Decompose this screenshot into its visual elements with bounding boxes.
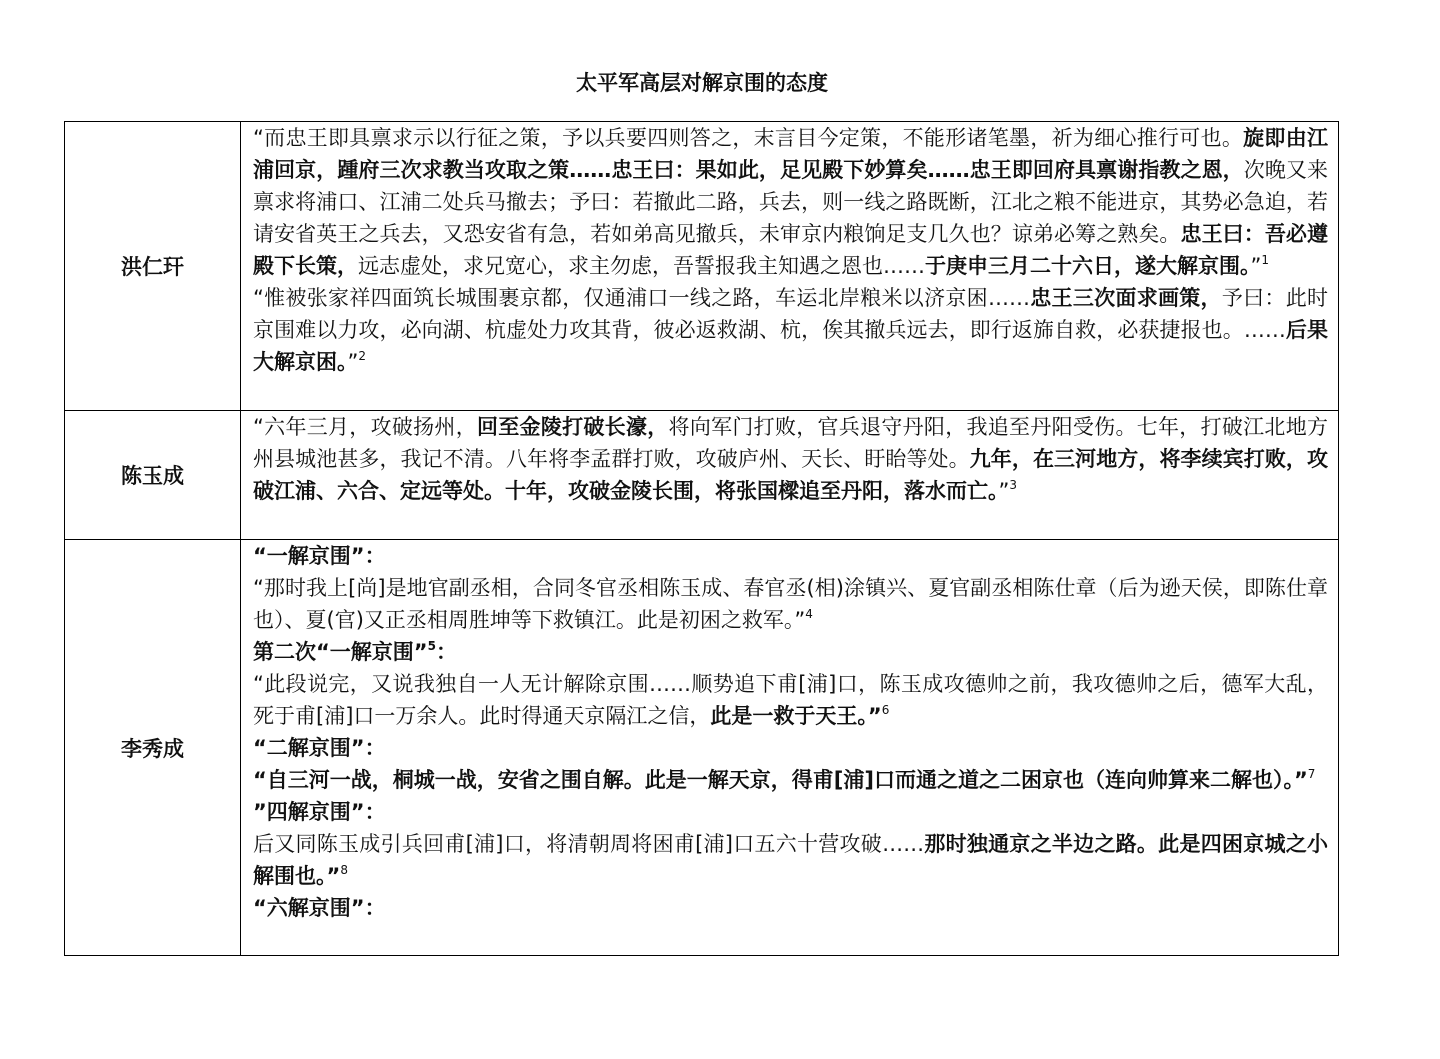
body-text: ”: [347, 350, 359, 374]
person-name: 洪仁玕: [65, 122, 241, 411]
bold-text: 后果大解京困。: [253, 318, 1329, 374]
body-text: 予曰：此时京围难以力攻，必向湖、杭虚处力攻其背，彼必返救湖、杭，俟其撤兵远去，即行返旆自救，必获捷报也。……: [253, 286, 1329, 342]
body-text: “而忠王即具禀求示以行征之策，予以兵要四则答之，末言目今定策，不能形诸笔墨，祈为细心推行可也。: [253, 126, 1244, 150]
bold-text: ：: [435, 640, 457, 664]
quote-cell: [241, 411, 1339, 540]
quote-paragraph: [253, 122, 1328, 282]
body-text: 将向军门打败，官兵退守丹阳，我追至丹阳受伤。七年，打破江北地方州县城池甚多，我记不清。八年将李孟群打败，攻破庐州、天长、盱眙等处。: [253, 415, 1328, 471]
body-text: “六年三月，攻破扬州，: [253, 415, 477, 439]
footnote-marker: 2: [358, 349, 367, 363]
section-heading: [253, 892, 1328, 924]
table-row: [65, 540, 1339, 956]
table-row: [65, 411, 1339, 540]
bold-text: 此是一救于天王。”: [710, 704, 882, 728]
body-text: “那时我上[尚]是地官副丞相，合同冬官丞相陈玉成、春官丞(相)涂镇兴、夏官副丞相陈仕章（后为逊天侯，即陈仕章也）、夏(官)又正丞相周胜坤等下救镇江。此是初困之救军。”: [253, 576, 1328, 632]
quote-cell: [241, 122, 1339, 411]
footnote-marker: 6: [881, 703, 890, 717]
bold-text: ”四解京围”：: [253, 800, 386, 824]
section-heading: [253, 732, 1328, 764]
page-title: 太平军高层对解京围的态度: [576, 71, 828, 95]
attitudes-table: [64, 121, 1339, 956]
bold-text: 那时独通京之半边之路。此是四困京城之小解围也。”: [253, 832, 1329, 888]
bold-text: “一解京围”：: [253, 544, 386, 568]
person-name: 陈玉成: [65, 411, 241, 540]
bold-text: “六解京围”：: [253, 896, 386, 920]
quote-paragraph: [253, 282, 1328, 378]
footnote-marker: 1: [1261, 253, 1270, 267]
section-heading: [253, 636, 1328, 668]
body-text: ”: [998, 479, 1010, 503]
footnote-marker: 5: [427, 639, 436, 653]
table-body: [65, 122, 1339, 956]
quote-paragraph: [253, 411, 1328, 507]
footnote-marker: 8: [340, 863, 348, 877]
section-heading: [253, 540, 1328, 572]
bold-text: “二解京围”：: [253, 736, 386, 760]
person-name: 李秀成: [65, 540, 241, 956]
quote-paragraph: [253, 572, 1328, 636]
quote-paragraph: [253, 668, 1328, 732]
bold-text: “自三河一战，桐城一战，安省之围自解。此是一解天京，得甫[浦]口而通之道之二困京也（连向帅算来二解也）。”: [253, 768, 1308, 792]
bold-text: 第二次“一解京围”: [253, 640, 428, 664]
bold-text: 忠王曰：吾必遵殿下长策，: [253, 222, 1328, 278]
bold-text: 旋即由江浦回京，踵府三次求教当攻取之策……忠王曰：果如此，足见殿下妙算矣……忠王即回府具禀谢指教之恩，: [253, 126, 1328, 182]
body-text: “此段说完，又说我独自一人无计解除京围……顺势追下甫[浦]口，陈玉成攻德帅之前，我攻德帅之后，德军大乱，死于甫[浦]口一万余人。此时得通天京隔江之信，: [253, 672, 1328, 728]
bold-text: 九年，在三河地方，将李续宾打败，攻破江浦、六合、定远等处。十年，攻破金陵长围，将张国樑追至丹阳，落水而亡。: [253, 447, 1328, 503]
body-text: 后又同陈玉成引兵回甫[浦]口，将清朝周将困甫[浦]口五六十营攻破……: [253, 832, 925, 856]
quote-paragraph: [253, 764, 1328, 796]
quote-paragraph: [253, 828, 1328, 892]
body-text: 次晚又来禀求将浦口、江浦二处兵马撤去；予曰：若撤此二路，兵去，则一线之路既断，江北之粮不能进京，其势必急迫，若请安省英王之兵去，又恐安省有急，若如弟高见撤兵，未审京内粮饷足支几久也？谅弟必筹之熟矣。: [253, 158, 1328, 246]
bold-text: 忠王三次面求画策，: [1029, 286, 1222, 310]
quote-cell: [241, 540, 1339, 956]
footnote-marker: 3: [1009, 478, 1018, 492]
section-heading: [253, 796, 1328, 828]
bold-text: 于庚申三月二十六日，遂大解京围。: [925, 254, 1251, 278]
body-text: “惟被张家祥四面筑长城围裹京都，仅通浦口一线之路，车运北岸粮米以济京困……: [253, 286, 1030, 310]
table-row: [65, 122, 1339, 411]
body-text: 远志虚处，求兄宽心，求主勿虑，吾誓报我主知遇之恩也……: [358, 254, 925, 278]
body-text: ”: [1250, 254, 1262, 278]
footnote-marker: 7: [1307, 767, 1316, 781]
bold-text: 回至金陵打破长濠，: [476, 415, 669, 439]
footnote-marker: 4: [805, 607, 813, 621]
